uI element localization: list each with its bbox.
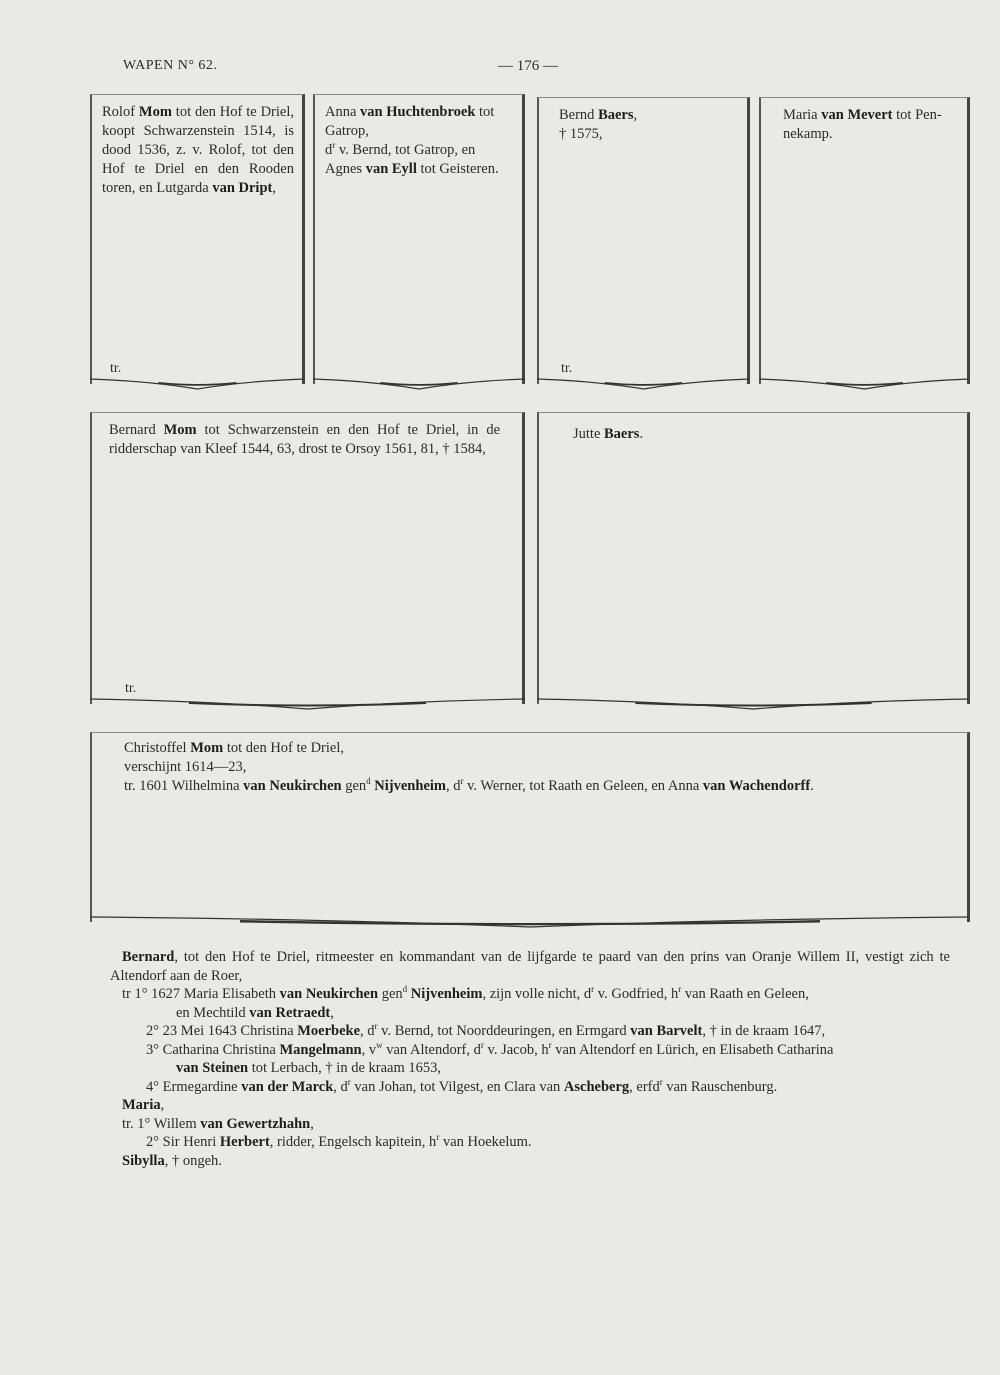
- surname: Mangelmann: [279, 1041, 362, 1058]
- descendants-text: [110, 948, 950, 1170]
- bracket-bottom: [90, 377, 305, 393]
- box-rolof-mom: [90, 94, 305, 384]
- maria-marriage-1: tr. 1° Willem van Gewertzhahn,: [122, 1115, 314, 1132]
- maria-marriage-2: 2° Sir Henri Herbert, ridder, Engelsch kapitein, $h^r$ van Hoekelum.: [146, 1132, 532, 1150]
- surname: Baers: [598, 107, 634, 123]
- page-number: — 176 —: [498, 58, 558, 74]
- bracket-bottom: [90, 697, 525, 713]
- rolof-text: Rolof Mom tot den Hof te Driel, koopt Schwarzenstein 1514, is dood 1536, z. v. Rolof, tot den Hof te Driel en den Rooden toren, en Lutgarda van Dript,: [102, 104, 294, 196]
- bernd-text: Bernd Baers, † 1575,: [559, 107, 638, 142]
- bracket-bottom: [537, 697, 970, 713]
- sibling-maria: Maria,: [122, 1097, 165, 1113]
- box-bernd-baers: [537, 97, 750, 384]
- box-bernard-mom: [90, 412, 525, 704]
- surname: Moerbeke: [297, 1023, 361, 1039]
- anna-text: Anna van Huchtenbroek tot Gatrop, $d^r$ v. Bernd, tot Gatrop, en Agnes van Eyll tot Geisteren.: [325, 104, 499, 177]
- arms-number-header: WAPEN N° 62.: [123, 58, 218, 73]
- jutte-text: Jutte Baers.: [573, 426, 644, 442]
- surname: van Neukirchen: [279, 986, 379, 1002]
- marriage-marker: tr.: [561, 361, 573, 376]
- bracket-bottom: [90, 915, 970, 931]
- surname: Mom: [190, 740, 224, 756]
- surname: van Neukirchen: [243, 778, 342, 794]
- surname: Herbert: [219, 1134, 270, 1150]
- name: Maria: [122, 1097, 161, 1113]
- paragraph-bernard: Bernard, tot den Hof te Driel, ritmeester en kommandant van de lijfgarde te paard van den prins van Oranje Willem II, vestigt zich te Altendorf aan de Roer,: [110, 949, 950, 984]
- bracket-bottom: [759, 377, 970, 393]
- surname: Nijvenheim: [374, 778, 446, 794]
- marriage-3: 3° Catharina Christina Mangelmann, $v^w$ van Altendorf, $d^r$ v. Jacob, $h^r$ van Altendorf en Lürich, en Elisabeth Catharina: [146, 1039, 834, 1058]
- marriage-1-cont: en Mechtild van Retraedt,: [176, 1004, 334, 1021]
- sibling-sibylla: Sibylla, † ongeh.: [122, 1152, 222, 1169]
- box-jutte-baers: [537, 412, 970, 704]
- surname: van Mevert: [821, 107, 893, 123]
- name: Bernard: [122, 949, 175, 965]
- name: Sibylla: [122, 1152, 165, 1169]
- marriage-marker: tr.: [125, 681, 137, 696]
- surname: van Huchtenbroek: [360, 104, 476, 120]
- surname: van Eyll: [365, 161, 417, 177]
- box-christoffel-mom: [90, 732, 970, 922]
- surname: van Wachendorff: [702, 778, 811, 794]
- surname: van Steinen: [176, 1060, 249, 1076]
- marriage-3-cont: van Steinen tot Lerbach, † in de kraam 1653,: [176, 1060, 441, 1076]
- marriage-2: 2° 23 Mei 1643 Christina Moerbeke, $d^r$ v. Bernd, tot Noorddeuringen, en Ermgard van Barvelt, † in de kraam 1647,: [146, 1021, 826, 1039]
- surname: Nijvenheim: [410, 986, 483, 1002]
- maria-mevert-text: Maria van Mevert tot Pen-nekamp.: [783, 107, 942, 142]
- box-maria-mevert: [759, 97, 970, 384]
- christoffel-text: Christoffel Mom tot den Hof te Driel, verschijnt 1614—23, tr. 1601 Wilhelmina van Neukirchen gen$^d$ Nijvenheim, $d^r$ v. Werner, tot Raath en Geleen, en Anna van Wachendorff.: [124, 740, 814, 794]
- surname: Ascheberg: [563, 1078, 630, 1095]
- surname: Baers: [604, 426, 640, 442]
- surname: Mom: [163, 422, 197, 438]
- surname: van der Marck: [241, 1078, 334, 1095]
- marriage-marker: tr.: [110, 361, 122, 376]
- bracket-bottom: [313, 377, 525, 393]
- surname: van Barvelt: [630, 1023, 703, 1039]
- marriage-1: tr 1° 1627 Maria Elisabeth van Neukirchen gen$^d$ Nijvenheim, zijn volle nicht, $d^r$ v. Godfried, $h^r$ van Raath en Geleen,: [122, 984, 809, 1002]
- surname: van Dript: [212, 180, 273, 196]
- bernard-mom-text: Bernard Mom tot Schwarzenstein en den Hof te Driel, in de ridderschap van Kleef 1544, 63, drost te Orsoy 1561, 81, † 1584,: [109, 422, 501, 457]
- surname: van Retraedt: [249, 1004, 331, 1021]
- surname: van Gewertzhahn: [200, 1115, 311, 1132]
- surname: Mom: [138, 104, 172, 120]
- marriage-4: 4° Ermegardine van der Marck, $d^r$ van Johan, tot Vilgest, en Clara van Ascheberg, erfd$^r$ van Rauschenburg.: [146, 1076, 778, 1095]
- box-anna-huchtenbroek: [313, 94, 525, 384]
- bracket-bottom: [537, 377, 750, 393]
